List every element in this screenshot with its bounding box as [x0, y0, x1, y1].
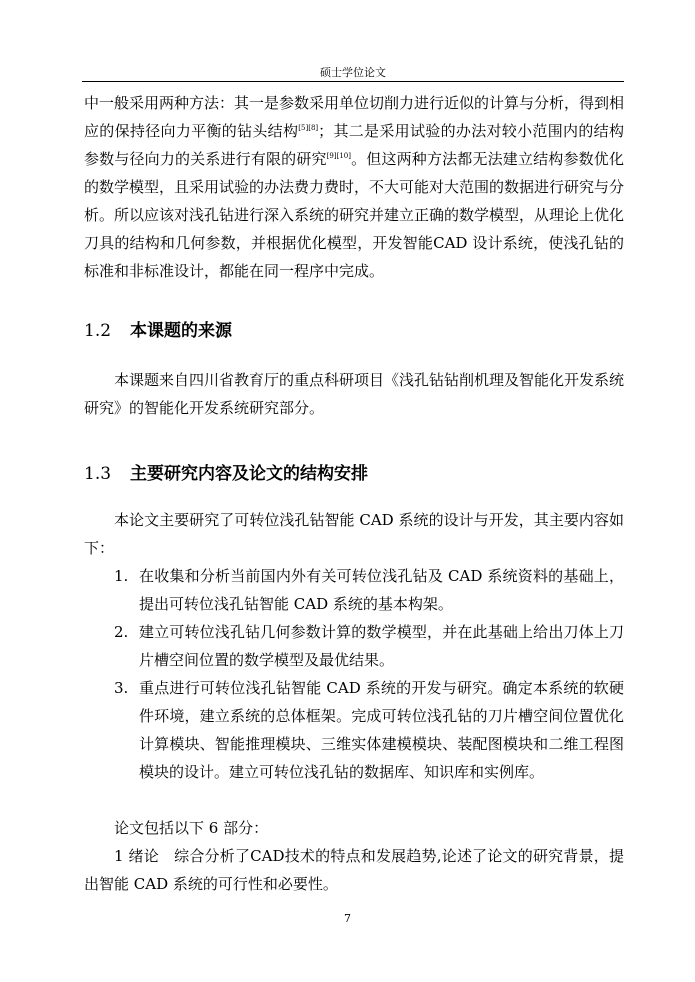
section-number: 1.2 [84, 321, 112, 341]
intro-text-2: ；其二是采用试验的办法对较小范围内的结构参数与径向力的关系进行有限的研究 [84, 122, 624, 168]
citation-5-8: [5][8] [298, 124, 319, 132]
citation-9-10: [9][10] [326, 152, 351, 160]
page-number: 7 [344, 912, 351, 925]
list-index: 2. [114, 623, 129, 641]
part-1-paragraph: 1 绪论 综合分析了CAD技术的特点和发展趋势,论述了论文的研究背景，提出智能 CAD 系统的可行性和必要性。 [84, 847, 624, 893]
intro-text-1: 中一般采用两种方法：其一是参数采用单位切削力进行近似的计算与分析，得到相应的保持径向力平衡的钻头结构 [84, 94, 625, 140]
parts-intro: 论文包括以下 6 部分： [114, 819, 269, 837]
section-heading-1-3 [84, 463, 624, 485]
list-index: 3. [114, 679, 129, 697]
header-rule [82, 81, 624, 82]
section-title: 本课题的来源 [130, 321, 232, 341]
list-item [84, 618, 624, 674]
section-heading-1-2 [84, 320, 624, 342]
section-number: 1.3 [84, 464, 112, 484]
list-item [84, 562, 624, 618]
intro-paragraph [84, 89, 624, 285]
section-title: 主要研究内容及论文的结构安排 [130, 464, 368, 484]
research-content-list [84, 562, 624, 786]
content-intro-paragraph: 本论文主要研究了可转位浅孔钻智能 CAD 系统的设计与开发，其主要内容如下： [84, 511, 624, 557]
list-text: 重点进行可转位浅孔钻智能 CAD 系统的开发与研究。确定本系统的软硬件环境，建立系统的总体框架。完成可转位浅孔钻的刀片槽空间位置优化计算模块、智能推理模块、三维实体建模模块、装配图模块和二维工程图模块的设计。建立可转位浅孔钻的数据库、知识库和实例库。 [139, 679, 624, 781]
intro-text-3: 。但这两种方法都无法建立结构参数优化的数学模型，且采用试验的办法费力费时，不大可能对大范围的数据进行研究与分析。所以应该对浅孔钻进行深入系统的研究并建立正确的数学模型，从理论上优化刀具的结构和几何参数，并根据优化模型，开发智能CAD 设计系统，使浅孔钻的标准和非标准设计，都能在同一程序中完成。 [84, 150, 625, 280]
list-item [84, 674, 624, 786]
source-paragraph: 本课题来自四川省教育厅的重点科研项目《浅孔钻钻削机理及智能化开发系统研究》的智能化开发系统研究部分。 [84, 371, 625, 417]
running-header: 硕士学位论文 [320, 66, 386, 79]
list-text: 在收集和分析当前国内外有关可转位浅孔钻及 CAD 系统资料的基础上，提出可转位浅孔钻智能 CAD 系统的基本构架。 [139, 567, 624, 613]
list-index: 1. [114, 567, 129, 585]
list-text: 建立可转位浅孔钻几何参数计算的数学模型，并在此基础上给出刀体上刀片槽空间位置的数学模型及最优结果。 [139, 623, 624, 669]
